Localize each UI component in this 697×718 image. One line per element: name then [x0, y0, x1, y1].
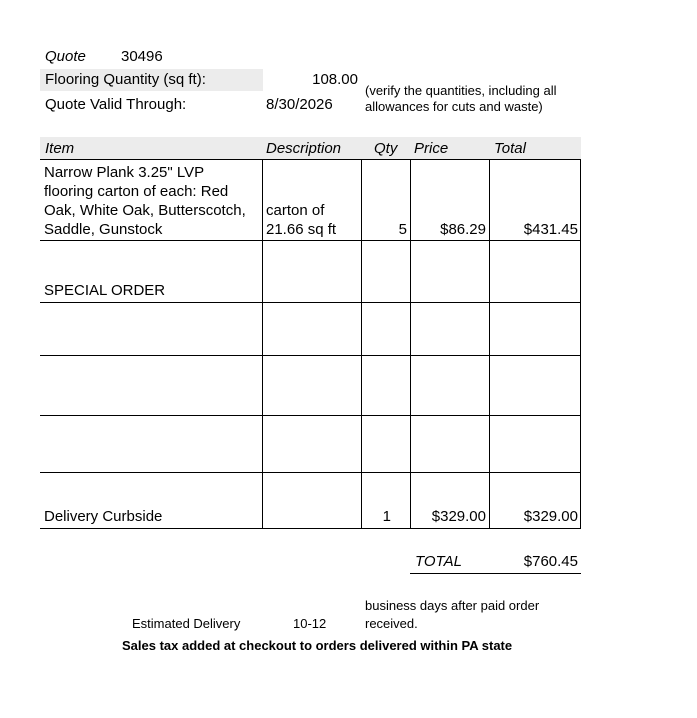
row1-item-line1: Narrow Plank 3.25" LVP [44, 164, 205, 181]
row1-description-line2: 21.66 sq ft [266, 221, 337, 238]
total-label: TOTAL [415, 553, 462, 570]
header-qty: Qty [374, 140, 398, 157]
table-rule [40, 528, 581, 529]
delivery-item: Delivery Curbside [44, 508, 163, 525]
valid-through-label: Quote Valid Through: [45, 96, 187, 113]
table-rule [40, 302, 581, 303]
table-rule [40, 415, 581, 416]
row1-total: $431.45 [523, 221, 578, 238]
table-column-rule [489, 159, 490, 529]
row1-item-line2: flooring carton of each: Red [44, 183, 229, 200]
header-item: Item [45, 140, 75, 157]
total-value: $760.45 [523, 553, 578, 570]
estimated-delivery-label: Estimated Delivery [132, 616, 241, 631]
sales-tax-note: Sales tax added at checkout to orders delivered within PA state [122, 638, 513, 653]
delivery-note-line1: business days after paid order [365, 598, 540, 613]
header-description: Description [266, 140, 342, 157]
table-column-rule [580, 159, 581, 529]
delivery-total: $329.00 [523, 508, 578, 525]
estimated-delivery-range: 10-12 [293, 616, 327, 631]
table-rule [40, 240, 581, 241]
table-rule [40, 159, 581, 160]
row1-qty: 5 [398, 221, 407, 238]
row1-description-line1: carton of [266, 202, 325, 219]
verify-note-line2: allowances for cuts and waste) [365, 99, 543, 114]
row1-item-line4: Saddle, Gunstock [44, 221, 163, 238]
table-rule [40, 355, 581, 356]
table-rule [40, 472, 581, 473]
table-column-rule [361, 159, 362, 529]
quote-label: Quote [45, 48, 86, 65]
table-column-rule [262, 159, 263, 529]
delivery-price: $329.00 [431, 508, 486, 525]
valid-through-date: 8/30/2026 [266, 96, 333, 113]
table-column-rule [410, 159, 411, 529]
row1-item-line3: Oak, White Oak, Butterscotch, [44, 202, 246, 219]
delivery-qty: 1 [382, 508, 391, 525]
delivery-note-line2: received. [365, 616, 418, 631]
row1-price: $86.29 [440, 221, 486, 238]
header-price: Price [414, 140, 449, 157]
flooring-quantity-label: Flooring Quantity (sq ft): [45, 71, 206, 88]
total-underline [410, 573, 581, 574]
special-order-label: SPECIAL ORDER [44, 282, 166, 299]
flooring-quantity-value: 108.00 [312, 71, 358, 88]
header-total: Total [494, 140, 526, 157]
verify-note-line1: (verify the quantities, including all [365, 83, 557, 98]
quote-number: 30496 [121, 48, 163, 65]
